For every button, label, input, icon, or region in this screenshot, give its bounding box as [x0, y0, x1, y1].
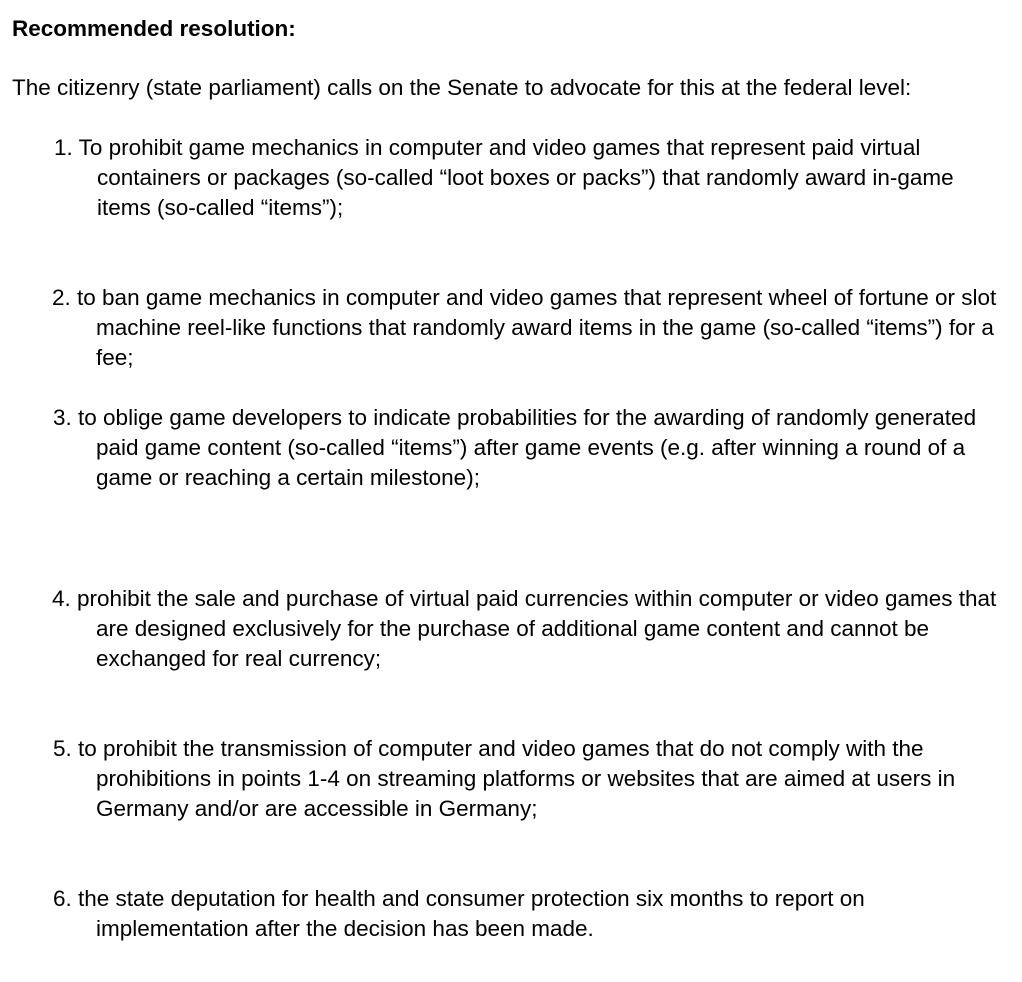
list-item: [52, 584, 1006, 675]
intro-paragraph: The citizenry (state parliament) calls on the Senate to advocate for this at the federal level:: [12, 75, 912, 100]
list-item-number: 3.: [53, 405, 72, 430]
list-item-text: to oblige game developers to indicate probabilities for the awarding of randomly generated paid game content (so-called “items”) after game events (e.g. after winning a round of a game or reaching a certain milestone);: [78, 405, 977, 491]
list-item: [53, 734, 1006, 825]
list-item: [53, 884, 1006, 944]
list-item-number: 6.: [53, 886, 72, 911]
list-item: [54, 133, 1007, 224]
document-heading: Recommended resolution:: [12, 16, 296, 41]
list-item-text: prohibit the sale and purchase of virtual paid currencies within computer or video games that are designed exclusively for the purchase of additional game content and cannot be exchanged for real currency;: [77, 586, 997, 672]
list-item-number: 1.: [54, 135, 73, 160]
list-item-number: 5.: [53, 736, 72, 761]
list-item-number: 4.: [52, 586, 71, 611]
list-item-text: to ban game mechanics in computer and video games that represent wheel of fortune or slot machine reel-like functions that randomly award items in the game (so-called “items”) for a fee;: [77, 285, 997, 371]
list-item-text: the state deputation for health and consumer protection six months to report on implementation after the decision has been made.: [78, 886, 865, 942]
list-item: [52, 283, 1006, 374]
list-item-number: 2.: [52, 285, 71, 310]
list-item: [53, 403, 1006, 494]
list-item-text: to prohibit the transmission of computer and video games that do not comply with the prohibitions in points 1-4 on streaming platforms or websites that are aimed at users in Germany and/or are accessible in Germany;: [78, 736, 956, 822]
list-item-text: To prohibit game mechanics in computer and video games that represent paid virtual containers or packages (so-called “loot boxes or packs”) that randomly award in-game items (so-called “items”);: [78, 135, 954, 221]
